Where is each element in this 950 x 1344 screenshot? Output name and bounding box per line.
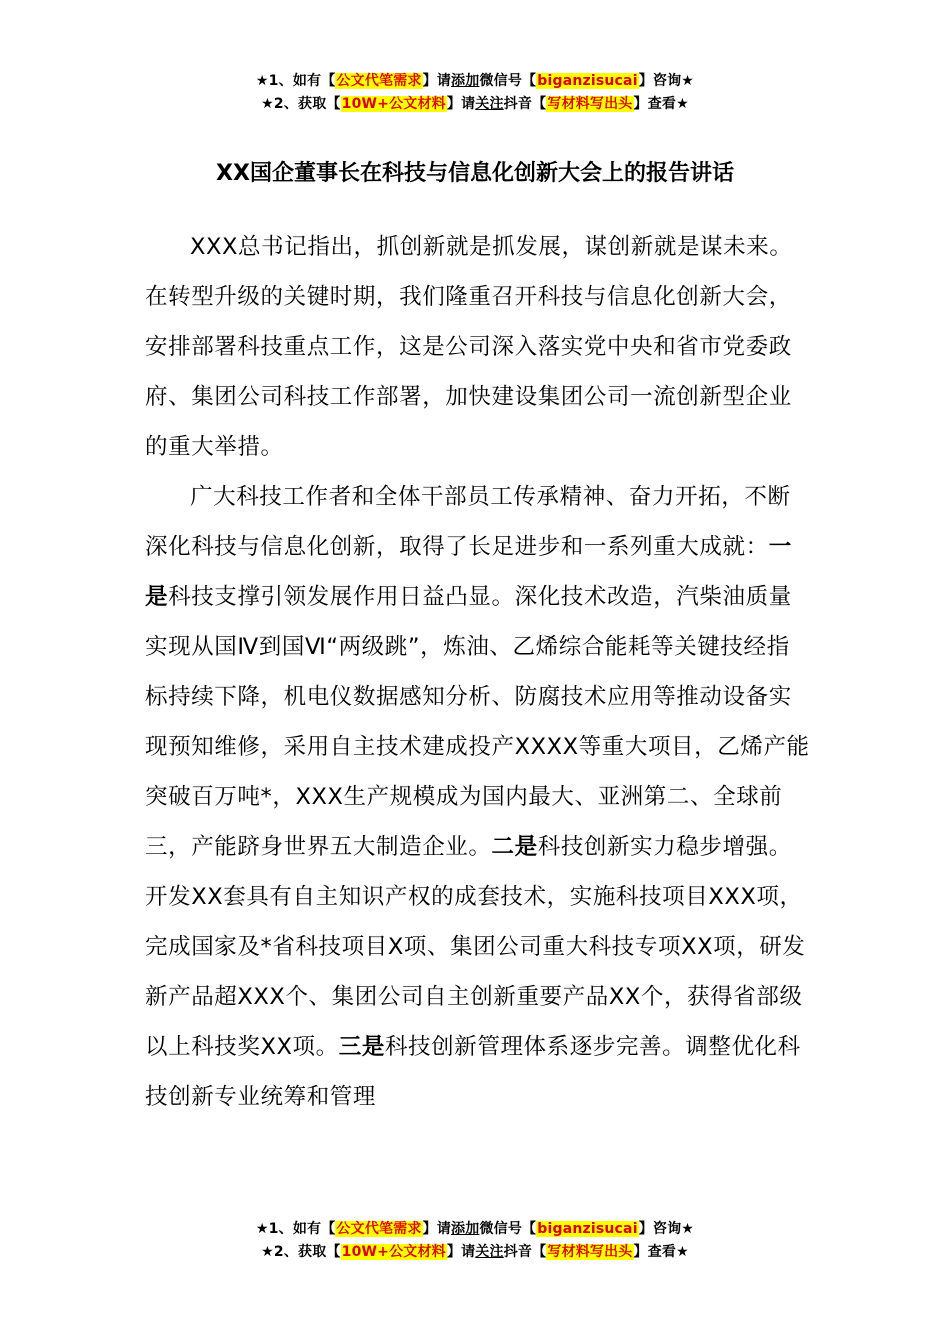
paragraph-text: 广大科技工作者和全体干部员工传承精神、奋力开拓，不断深化科技与信息化创新，取得了长足进步和一系列重大成就：	[145, 484, 791, 560]
promo-text: 】查看★	[633, 1244, 689, 1260]
promo-highlight: 公文代笔需求	[336, 73, 422, 89]
promo-text: ★1、如有【	[255, 73, 336, 89]
promo-text: 】请	[422, 73, 452, 89]
paragraph-text: 科技创新实力稳步增强。开发XX套具有自主知识产权的成套技术，实施科技项目XXX项，完成国家及*省科技项目X项、集团公司重大科技专项XX项，研发新产品超XXX个、集团公司自主创新重要产品XX个，获得省部级以上科技奖XX项。	[145, 834, 806, 1060]
promo-highlight: 写材料写出头	[547, 96, 633, 112]
paragraph-2	[145, 472, 810, 1122]
document-body	[145, 222, 810, 1122]
promo-text: 】请	[422, 1221, 452, 1237]
promo-underlined: 关注	[475, 96, 504, 112]
promo-highlight: 10W+公文材料	[341, 96, 446, 112]
promo-highlight: biganzisucai	[537, 1221, 638, 1237]
promo-underlined: 添加	[451, 73, 480, 89]
promo-line-1	[0, 1218, 950, 1241]
promo-line-1	[0, 70, 950, 93]
promo-highlight: 10W+公文材料	[341, 1244, 446, 1260]
promo-text: 微信号【	[479, 73, 537, 89]
paragraph-1: XXX总书记指出，抓创新就是抓发展，谋创新就是谋未来。在转型升级的关键时期，我们隆重召开科技与信息化创新大会，安排部署科技重点工作，这是公司深入落实党中央和省市党委政府、集团公司科技工作部署，加快建设集团公司一流创新型企业的重大举措。	[145, 234, 793, 460]
promo-text: 】查看★	[633, 96, 689, 112]
promo-text: ★2、获取【	[261, 1244, 341, 1260]
promo-text: 抖音【	[503, 1244, 547, 1260]
promo-text: 】请	[446, 96, 476, 112]
document-title: XX国企董事长在科技与信息化创新大会上的报告讲话	[216, 161, 734, 186]
promo-line-2	[0, 1241, 950, 1264]
promo-text: 微信号【	[479, 1221, 537, 1237]
bold-marker: 一是	[145, 534, 792, 610]
promo-text: 】请	[446, 1244, 476, 1260]
promo-highlight: biganzisucai	[537, 73, 638, 89]
bold-marker: 三是	[338, 1034, 385, 1060]
promo-highlight: 写材料写出头	[547, 1244, 633, 1260]
paragraph-text: 科技支撑引领发展作用日益凸显。深化技术改造，汽柴油质量实现从国Ⅳ到国Ⅵ“两级跳”，炼油、乙烯综合能耗等关键技经指标持续下降，机电仪数据感知分析、防腐技术应用等推动设备实现预知维修，采用自主技术建成投产XXXX等重大项目，乙烯产能突破百万吨*，XXX生产规模成为国内最大、亚洲第二、全球前三，产能跻身世界五大制造企业。	[145, 584, 810, 860]
promo-banner-top	[0, 70, 950, 116]
promo-text: ★2、获取【	[261, 96, 341, 112]
promo-banner-bottom	[0, 1218, 950, 1264]
promo-text: 】咨询★	[638, 1221, 695, 1237]
bold-marker: 二是	[491, 834, 538, 860]
promo-underlined: 添加	[451, 1221, 480, 1237]
paragraph-text: 科技创新管理体系逐步完善。调整优化科技创新专业统筹和管理	[145, 1034, 801, 1110]
promo-text: 】咨询★	[638, 73, 695, 89]
promo-text: 抖音【	[503, 96, 547, 112]
promo-highlight: 公文代笔需求	[336, 1221, 422, 1237]
promo-line-2	[0, 93, 950, 116]
promo-underlined: 关注	[475, 1244, 504, 1260]
promo-text: ★1、如有【	[255, 1221, 336, 1237]
